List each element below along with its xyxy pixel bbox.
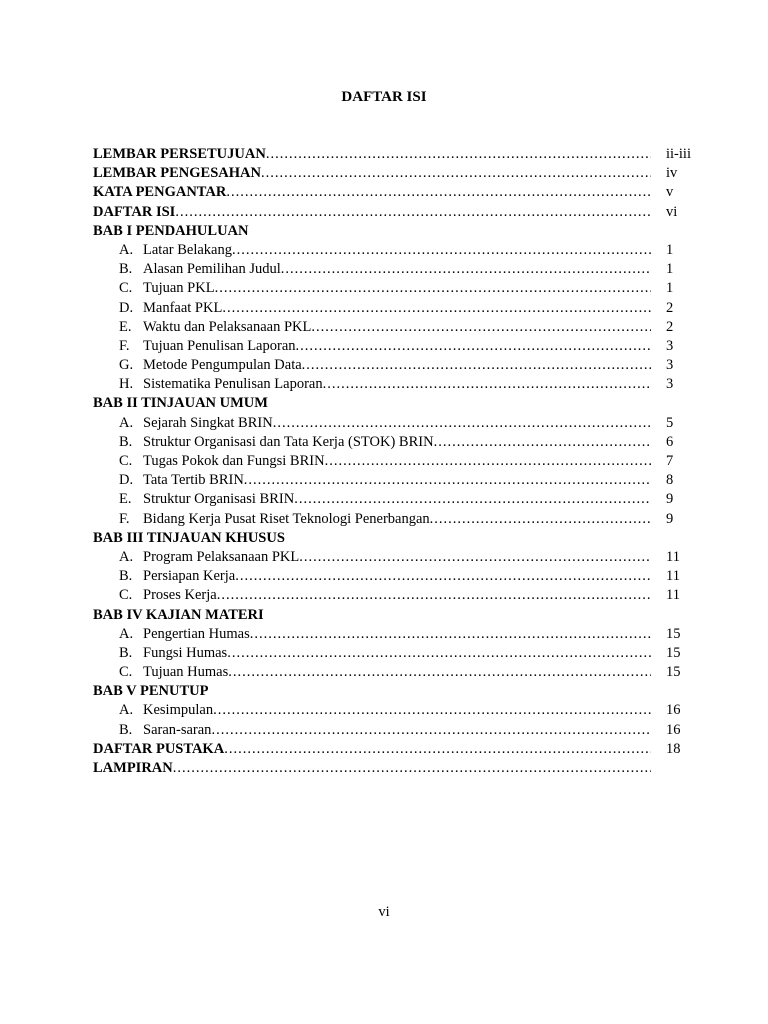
toc-entry-text — [93, 759, 651, 778]
toc-entry-text — [119, 356, 651, 375]
toc-entry-letter: A. — [119, 548, 134, 565]
toc-entry-label: Kesimpulan — [143, 702, 214, 719]
toc-subentry — [93, 279, 713, 298]
toc-subentry — [93, 241, 713, 260]
toc-entry-text — [119, 375, 651, 394]
toc-subentry — [93, 586, 713, 605]
toc-subentry — [93, 644, 713, 663]
toc-entry-letter: H. — [119, 376, 134, 393]
toc-page-number: 1 — [666, 261, 674, 278]
toc-entry-text — [93, 606, 651, 625]
toc-chapter-heading — [93, 222, 713, 241]
toc-chapter-heading — [93, 394, 713, 413]
toc-entry-label: Tujuan Humas — [143, 664, 229, 681]
toc-subentry — [93, 375, 713, 394]
toc-page-number: 11 — [666, 587, 680, 604]
toc-page-number: v — [666, 184, 674, 201]
toc-entry-letter: G. — [119, 357, 134, 374]
toc-entry-label: LEMBAR PENGESAHAN — [93, 165, 261, 182]
toc-subentry — [93, 663, 713, 682]
toc-entry-label: Tujuan PKL — [143, 280, 215, 297]
toc-page-number: 8 — [666, 472, 674, 489]
toc-page-number: 3 — [666, 337, 674, 354]
toc-entry-label: BAB III TINJAUAN KHUSUS — [93, 529, 285, 546]
table-of-contents — [93, 145, 713, 778]
toc-entry-label: Persiapan Kerja — [143, 568, 236, 585]
toc-entry-text — [119, 471, 651, 490]
toc-entry-letter: A. — [119, 414, 134, 431]
toc-page-number: 3 — [666, 357, 674, 374]
toc-entry-letter: F. — [119, 337, 130, 354]
toc-page-number: 16 — [666, 721, 681, 738]
toc-entry-label: BAB I PENDAHULUAN — [93, 222, 249, 239]
toc-entry-text — [119, 663, 651, 682]
toc-page-number: 16 — [666, 702, 681, 719]
toc-entry — [93, 759, 713, 778]
toc-chapter-heading — [93, 606, 713, 625]
toc-page-number: 3 — [666, 376, 674, 393]
toc-entry-label: DAFTAR PUSTAKA — [93, 740, 225, 757]
toc-entry-letter: C. — [119, 453, 133, 469]
toc-entry-text — [119, 644, 651, 663]
toc-entry-text — [93, 145, 651, 164]
toc-entry-label: LEMBAR PERSETUJUAN — [93, 146, 266, 162]
toc-entry-label: KATA PENGANTAR — [93, 184, 227, 201]
toc-entry-letter: B. — [119, 721, 133, 738]
toc-page-number: 11 — [666, 568, 680, 585]
toc-entry-label: LAMPIRAN — [93, 760, 173, 776]
toc-entry-text — [119, 721, 651, 740]
toc-entry-label: Saran-saran — [143, 721, 212, 738]
toc-entry-text — [119, 586, 651, 605]
toc-chapter-heading — [93, 529, 713, 548]
toc-entry-text — [119, 701, 651, 720]
toc-entry-text — [119, 337, 651, 356]
toc-subentry — [93, 356, 713, 375]
toc-page-number: 9 — [666, 491, 674, 508]
toc-entry-label: BAB IV KAJIAN MATERI — [93, 606, 264, 623]
toc-entry-label: Bidang Kerja Pusat Riset Teknologi Penerbangan — [143, 510, 430, 527]
toc-entry — [93, 183, 713, 202]
toc-entry-letter: C. — [119, 587, 133, 604]
toc-entry-text — [119, 510, 651, 529]
toc-subentry — [93, 433, 713, 452]
toc-subentry — [93, 721, 713, 740]
toc-entry-letter: B. — [119, 261, 133, 278]
toc-entry-label: Tujuan Penulisan Laporan — [143, 337, 296, 354]
toc-page-number: 2 — [666, 318, 674, 335]
toc-entry-letter: D. — [119, 299, 134, 316]
toc-entry-text — [93, 203, 651, 222]
toc-chapter-heading — [93, 682, 713, 701]
toc-entry-letter: C. — [119, 664, 133, 681]
toc-entry-text — [119, 625, 651, 644]
toc-subentry — [93, 548, 713, 567]
toc-entry-letter: A. — [119, 625, 134, 642]
toc-subentry — [93, 471, 713, 490]
toc-subentry — [93, 490, 713, 509]
toc-entry-text — [119, 433, 651, 452]
toc-entry-text — [119, 279, 651, 298]
toc-entry-label: Latar Belakang — [143, 241, 232, 258]
toc-entry-label: Sistematika Penulisan Laporan — [143, 376, 323, 393]
toc-subentry — [93, 625, 713, 644]
toc-entry-label: BAB V PENUTUP — [93, 683, 209, 700]
toc-entry-label: Pengertian Humas — [143, 625, 250, 642]
toc-page-number: 15 — [666, 664, 681, 681]
toc-subentry — [93, 260, 713, 279]
toc-entry-text — [93, 529, 651, 548]
toc-page-number: 1 — [666, 241, 674, 258]
toc-entry-label: Metode Pengumpulan Data — [143, 357, 302, 374]
toc-subentry — [93, 452, 713, 471]
page-title: DAFTAR ISI — [341, 89, 427, 105]
toc-entry — [93, 740, 713, 759]
toc-subentry — [93, 299, 713, 318]
toc-entry-label: Struktur Organisasi BRIN — [143, 491, 295, 508]
toc-entry-text — [119, 490, 651, 509]
toc-page-number: 15 — [666, 644, 681, 661]
toc-entry-text — [119, 318, 651, 337]
toc-entry-text — [119, 548, 651, 567]
toc-entry-letter: F. — [119, 510, 130, 527]
toc-subentry — [93, 414, 713, 433]
toc-subentry — [93, 701, 713, 720]
toc-page-number: iv — [666, 165, 678, 182]
toc-page-number: 6 — [666, 433, 674, 450]
toc-entry-text — [119, 414, 651, 433]
toc-page-number: 5 — [666, 414, 674, 431]
toc-entry-label: Manfaat PKL — [143, 299, 223, 316]
toc-entry-label: Program Pelaksanaan PKL — [143, 548, 300, 565]
toc-page-number: 2 — [666, 299, 674, 316]
toc-entry-text — [93, 183, 651, 202]
toc-page-number: ii-iii — [666, 146, 691, 162]
toc-entry-label: Tugas Pokok dan Fungsi BRIN — [143, 453, 325, 469]
toc-entry-text — [93, 740, 651, 759]
toc-entry-label: Struktur Organisasi dan Tata Kerja (STOK) BRIN — [143, 433, 434, 450]
toc-entry-text — [93, 222, 651, 241]
toc-entry-label: Alasan Pemilihan Judul — [143, 261, 281, 278]
toc-entry-label: BAB II TINJAUAN UMUM — [93, 395, 268, 412]
toc-entry-text — [119, 567, 651, 586]
toc-entry — [93, 145, 713, 164]
toc-page-number: 15 — [666, 625, 681, 642]
toc-entry-label: Tata Tertib BRIN — [143, 472, 244, 489]
toc-entry-letter: A. — [119, 241, 134, 258]
toc-entry-letter: E. — [119, 318, 132, 335]
toc-entry-label: Waktu dan Pelaksanaan PKL — [143, 318, 312, 335]
toc-subentry — [93, 567, 713, 586]
toc-subentry — [93, 318, 713, 337]
toc-page-number: 11 — [666, 548, 680, 565]
toc-entry-letter: D. — [119, 472, 134, 489]
toc-entry-text — [119, 452, 651, 471]
toc-entry-letter: E. — [119, 491, 132, 508]
toc-entry-text — [93, 682, 651, 701]
toc-entry-text — [119, 260, 651, 279]
toc-page-number: vi — [666, 203, 678, 220]
toc-entry-text — [119, 241, 651, 260]
toc-entry-label: Fungsi Humas — [143, 644, 228, 661]
toc-page-number: 18 — [666, 740, 681, 757]
toc-entry-letter: B. — [119, 644, 133, 661]
toc-page-number: 1 — [666, 280, 674, 297]
toc-page-number: 7 — [666, 453, 674, 469]
toc-entry-label: DAFTAR ISI — [93, 203, 176, 220]
toc-page-number: 9 — [666, 510, 674, 527]
page-number-footer: vi — [378, 904, 390, 920]
toc-entry-letter: C. — [119, 280, 133, 297]
toc-entry-text — [119, 299, 651, 318]
toc-entry-label: Sejarah Singkat BRIN — [143, 414, 273, 431]
toc-subentry — [93, 510, 713, 529]
toc-entry-text — [93, 164, 651, 183]
toc-entry-label: Proses Kerja — [143, 587, 217, 604]
toc-entry-text — [93, 394, 651, 413]
toc-entry — [93, 164, 713, 183]
toc-entry — [93, 203, 713, 222]
toc-entry-letter: A. — [119, 702, 134, 719]
toc-entry-letter: B. — [119, 433, 133, 450]
toc-subentry — [93, 337, 713, 356]
toc-entry-letter: B. — [119, 568, 133, 585]
